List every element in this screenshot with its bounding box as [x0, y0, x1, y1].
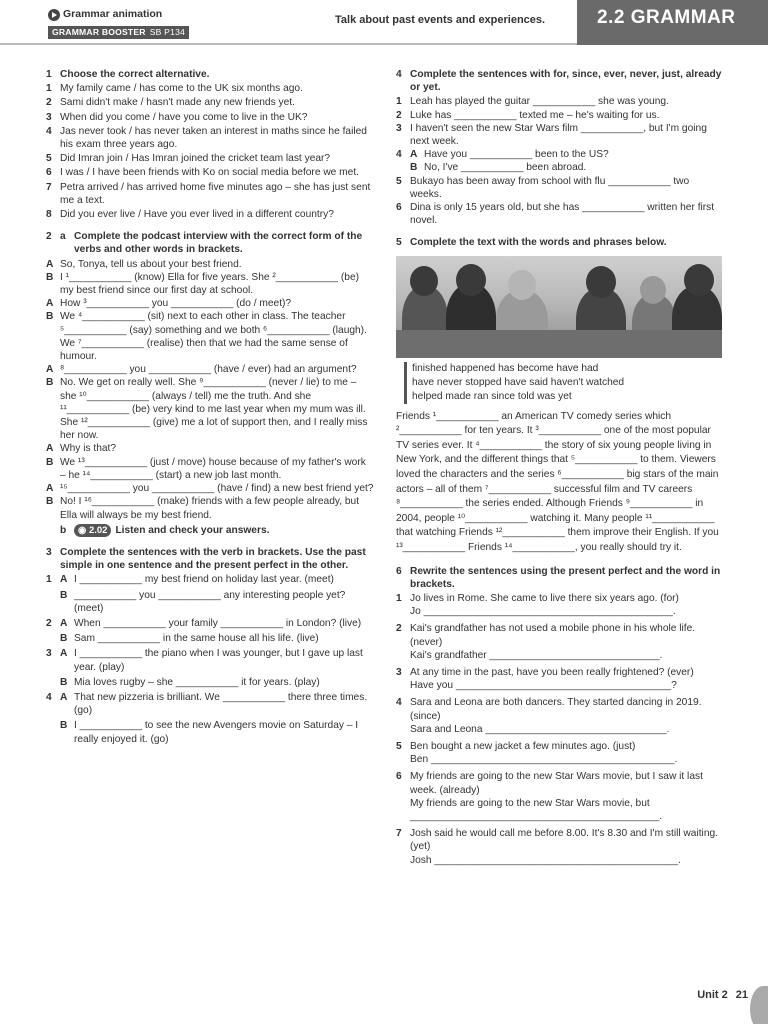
item-text[interactable]: ___________ you ___________ any interesting people yet? (meet)	[74, 589, 346, 614]
item-text[interactable]: I ___________ the piano when I was younger, but I gave up last year. (play)	[74, 648, 363, 673]
item-number	[46, 589, 60, 615]
exercise-instruction: Complete the podcast interview with the correct form of the verbs and other words in brackets.	[74, 231, 363, 256]
item-number: 5	[396, 741, 402, 753]
item-text[interactable]: Petra arrived / has arrived home five minutes ago – she has just sent me a text.	[60, 181, 371, 206]
dialogue-line	[46, 271, 374, 297]
dialogue-text[interactable]: ⁸___________ you ___________ (have / ever) had an argument?	[60, 364, 357, 376]
podcast-dialogue	[46, 258, 374, 522]
item-number: 7	[396, 828, 402, 840]
item-number: 6	[396, 202, 402, 214]
section-title: 2.2 GRAMMAR	[577, 0, 768, 45]
dialogue-line	[46, 456, 374, 482]
exercise-number: 6	[396, 565, 402, 577]
exercise-item	[46, 166, 374, 179]
exercise-item	[396, 740, 722, 766]
item-body	[410, 666, 722, 692]
item-number: 4	[396, 149, 402, 161]
answer-line[interactable]: My friends are going to the new Star Wars movie, but ____________________________________________.	[410, 797, 663, 823]
dialogue-text[interactable]: How ³___________ you ___________ (do / meet)?	[60, 298, 292, 310]
item-body	[410, 622, 722, 662]
exercise-item	[396, 666, 722, 692]
item-text[interactable]: Dina is only 15 years old, but she has ___________ written her first novel.	[410, 202, 715, 227]
exercise-item	[396, 770, 722, 823]
photo-head	[410, 266, 438, 296]
exercise-number: 5	[396, 237, 402, 249]
exercise-item	[46, 573, 374, 586]
exercise-item	[396, 122, 722, 148]
answer-line[interactable]: Sara and Leona ________________________________.	[410, 723, 670, 735]
audio-track-number: 2.02	[88, 524, 108, 536]
item-body	[410, 827, 722, 867]
speaker-label: B	[46, 377, 54, 389]
header-left	[48, 8, 189, 39]
play-icon	[48, 9, 60, 21]
item-number	[46, 632, 60, 645]
exercise-item	[46, 125, 374, 151]
exercise-instruction: Complete the sentences with the verb in brackets. Use the past simple in one sentence and the present perfect in the other.	[60, 546, 366, 572]
exercise-2b	[46, 524, 374, 537]
photo-head	[640, 276, 666, 304]
exercise-number: 3	[46, 546, 52, 558]
item-text[interactable]: When ___________ your family ___________ in London? (live)	[74, 617, 362, 629]
speaker-label: B	[410, 162, 418, 174]
exercise-item	[396, 148, 722, 161]
item-text[interactable]: When did you come / have you come to live in the UK?	[60, 111, 308, 123]
page-number: 21	[735, 988, 748, 1001]
page-header	[0, 0, 768, 45]
item-number: 8	[46, 209, 52, 221]
grammar-animation-label: Grammar animation	[63, 8, 163, 21]
item-text[interactable]: Sami didn't make / hasn't made any new friends yet.	[60, 97, 295, 109]
dialogue-text[interactable]: ¹⁵___________ you ___________ (have / find) a new best friend yet?	[60, 483, 374, 495]
answer-line[interactable]: Kai's grandfather ______________________________.	[410, 649, 663, 661]
grammar-animation-link[interactable]	[48, 8, 189, 22]
photo-head	[508, 270, 536, 300]
exercise-instruction: Complete the sentences with for, since, ever, never, just, already or yet.	[410, 69, 722, 94]
exercise-3-heading	[46, 546, 374, 572]
speaker-label: A	[46, 364, 54, 376]
speaker-label: A	[60, 617, 68, 629]
dialogue-line	[46, 495, 374, 521]
item-prompt: Sara and Leona are both dancers. They started dancing in 2019. (since)	[410, 697, 702, 722]
item-number: 6	[396, 771, 402, 783]
exercise-item	[46, 691, 374, 717]
word-box-row: have never stopped have said haven't watched	[412, 376, 625, 388]
item-text[interactable]: Sam ___________ in the same house all his life. (live)	[74, 633, 319, 645]
item-number: 2	[396, 109, 402, 121]
item-text[interactable]: My family came / has come to the UK six months ago.	[60, 83, 303, 95]
exercise-item	[396, 109, 722, 122]
item-number: 3	[396, 667, 402, 678]
dialogue-text[interactable]: We ¹³___________ (just / move) house because of my father's work – he ¹⁴___________ (start) a new job last month.	[60, 456, 366, 481]
item-text[interactable]: Did Imran join / Has Imran joined the cricket team last year?	[60, 153, 331, 165]
item-number: 1	[396, 96, 402, 108]
item-text[interactable]: Did you ever live / Have you ever lived in a different country?	[60, 209, 334, 221]
unit-label: Unit 2	[697, 988, 728, 1001]
speaker-label: A	[60, 691, 68, 703]
speaker-label: A	[46, 483, 54, 495]
exercise-6-items	[396, 592, 722, 867]
item-number	[46, 719, 60, 745]
friends-cast-photo	[396, 256, 722, 358]
item-text[interactable]: Jas never took / has never taken an interest in maths since he failed his exam three years ago.	[60, 125, 367, 151]
exercise-item	[396, 161, 722, 174]
speaker-label: A	[410, 149, 418, 161]
exercise-item	[396, 175, 722, 201]
word-box-row: finished happened has become have had	[412, 362, 599, 374]
item-text[interactable]: I ___________ to see the new Avengers movie on Saturday – I really enjoyed it. (go)	[74, 720, 359, 745]
exercise-number: 2	[46, 231, 52, 243]
booster-ref: SB P134	[149, 27, 186, 37]
speaker-label: B	[46, 496, 54, 508]
exercise-number: 1	[46, 69, 52, 80]
exercise-item	[396, 592, 722, 618]
item-prompt: Josh said he would call me before 8.00. It's 8.30 and I'm still waiting. (yet)	[410, 828, 718, 853]
speaker-label: A	[60, 574, 68, 586]
item-body	[410, 592, 722, 618]
exercise-4-items	[396, 95, 722, 227]
answer-line[interactable]: Josh ___________________________________________.	[410, 854, 681, 866]
item-text[interactable]: Mia loves rugby – she ___________ it for years. (play)	[74, 676, 320, 688]
item-text[interactable]: That new pizzeria is brilliant. We ___________ there three times. (go)	[74, 691, 368, 717]
speaker-label: A	[46, 298, 54, 310]
exercise-sub-letter: a	[60, 231, 66, 243]
exercise-2-heading	[46, 230, 374, 256]
item-prompt: Kai's grandfather has not used a mobile phone in his whole life. (never)	[410, 623, 696, 648]
exercise-sub-letter: b	[60, 524, 67, 536]
item-text[interactable]: I was / I have been friends with Ko on social media before we met.	[60, 167, 359, 179]
photo-head	[456, 264, 486, 296]
speaker-label: B	[60, 676, 68, 688]
exercise-item	[46, 111, 374, 124]
page-footer	[697, 989, 748, 1002]
dialogue-text[interactable]: I ¹___________ (know) Ella for five years. She ²___________ (be) my best friend since our first day at school.	[60, 271, 360, 297]
speaker-label: A	[46, 443, 54, 455]
exercise-item	[46, 181, 374, 207]
exercise-1-items	[46, 82, 374, 221]
item-prompt: At any time in the past, have you been really frightened? (ever)	[410, 667, 694, 678]
item-body	[410, 740, 722, 766]
speaker-label: A	[60, 648, 68, 660]
item-prompt: Jo lives in Rome. She came to live there six years ago. (for)	[410, 592, 679, 604]
exercise-1-heading	[46, 68, 374, 81]
speaker-label: B	[46, 311, 54, 323]
item-number: 5	[46, 153, 52, 165]
exercise-item	[46, 208, 374, 221]
header-divider	[0, 43, 577, 45]
exercise-item	[396, 201, 722, 227]
dialogue-line	[46, 363, 374, 376]
exercise-item	[46, 632, 374, 645]
item-text[interactable]: Leah has played the guitar ___________ she was young.	[410, 96, 669, 108]
booster-label: GRAMMAR BOOSTER	[52, 27, 146, 37]
item-prompt: My friends are going to the new Star Wars movie, but I saw it last week. (already)	[410, 771, 703, 796]
item-text[interactable]: I haven't seen the new Star Wars film ___________, but I'm going next week.	[410, 122, 707, 148]
exercise-3-items	[46, 573, 374, 745]
item-number: 1	[46, 83, 52, 95]
dialogue-line	[46, 310, 374, 363]
exercise-item	[396, 696, 722, 736]
exercise-5-heading	[396, 236, 722, 249]
friends-text: Friends ¹___________ an American TV comedy series which ²___________ for ten years. It ³___________ one of the most popular TV series ever. It ⁴___________ the story of six young people living in New York, and the different things that ⁵___________ to them. Viewers loved the characters and the series ⁶___________ big stars of the main actors – all of them ⁷___________ successful film and TV careers ⁸___________ the series ended. Although Friends ⁹___________ in 2004, people ¹⁰___________ watching it. Many people ¹¹___________ that watching Friends ¹²___________ them improve their English. If you ¹³___________ Friends ¹⁴___________, you really should try it.	[396, 410, 719, 553]
speaker-label: B	[46, 456, 54, 468]
item-number: 2	[46, 617, 52, 629]
item-number: 7	[46, 181, 52, 193]
item-number: 1	[396, 592, 402, 604]
left-column	[46, 68, 374, 748]
item-number	[46, 676, 60, 689]
dialogue-text[interactable]: No. We get on really well. She ⁹___________ (never / lie) to me – she ¹⁰___________ (always / tell) me the truth. And she ¹¹___________ (be) very kind to me last year when my mum was ill. She ¹²___________ (give) me a lot of support then, and I really miss her now.	[60, 377, 368, 442]
item-number: 5	[396, 175, 402, 187]
exercise-item	[46, 647, 374, 673]
speaker-label: B	[46, 271, 54, 283]
dialogue-line	[46, 482, 374, 495]
exercise-6-heading	[396, 565, 722, 591]
exercise-2b-instruction: Listen and check your answers.	[115, 524, 270, 536]
item-number: 4	[46, 691, 52, 703]
speaker-label: B	[60, 720, 68, 732]
exercise-item	[46, 152, 374, 165]
dialogue-line	[46, 258, 374, 271]
item-number: 2	[396, 623, 402, 635]
exercise-item	[46, 82, 374, 95]
photo-table	[396, 330, 722, 358]
exercise-instruction: Choose the correct alternative.	[60, 69, 210, 80]
item-number: 1	[46, 574, 52, 586]
item-number: 3	[46, 648, 52, 660]
item-text[interactable]: Bukayo has been away from school with flu ___________ two weeks.	[410, 175, 690, 200]
photo-head	[684, 264, 714, 296]
speaker-label: B	[60, 589, 68, 601]
item-body	[410, 696, 722, 736]
item-number: 4	[46, 125, 52, 137]
exercise-item	[46, 719, 374, 745]
item-text[interactable]: No, I've ___________ been abroad.	[424, 162, 587, 174]
dialogue-text[interactable]: So, Tonya, tell us about your best friend.	[60, 258, 242, 270]
item-number: 3	[396, 122, 402, 134]
audio-track-button[interactable]: ◉ 2.02	[74, 524, 111, 537]
item-body	[410, 770, 722, 823]
dialogue-line	[46, 442, 374, 455]
exercise-number: 4	[396, 69, 402, 80]
exercise-item	[46, 676, 374, 689]
dialogue-text[interactable]: Why is that?	[60, 443, 117, 455]
item-number: 2	[46, 97, 52, 109]
item-text[interactable]: I ___________ my best friend on holiday last year. (meet)	[74, 574, 334, 586]
dialogue-text[interactable]: We ⁴___________ (sit) next to each other in class. The teacher ⁵___________ (say) something and we both ⁶___________ (laugh). We ⁷___________ (realise) then that we had the same sense of humour.	[60, 311, 367, 363]
photo-head	[586, 266, 616, 298]
item-text[interactable]: Luke has ___________ texted me – he's waiting for us.	[410, 109, 660, 121]
page-corner-tab	[750, 986, 768, 1024]
item-prompt: Ben bought a new jacket a few minutes ago. (just)	[410, 741, 636, 753]
exercise-instruction: Complete the text with the words and phrases below.	[410, 237, 667, 249]
item-number: 4	[396, 697, 402, 709]
exercise-item	[396, 622, 722, 662]
dialogue-text[interactable]: No! I ¹⁶___________ (make) friends with a few people already, but Ella will always be my best friend.	[60, 496, 360, 521]
item-number	[396, 161, 410, 174]
exercise-item	[396, 827, 722, 867]
grammar-booster-badge	[48, 26, 189, 39]
word-box-row: helped made ran since told was yet	[412, 390, 572, 402]
word-box	[404, 362, 722, 404]
item-number: 3	[46, 111, 52, 123]
dialogue-line	[46, 297, 374, 310]
exercise-instruction: Rewrite the sentences using the present perfect and the word in brackets.	[410, 565, 721, 590]
item-text[interactable]: Have you ___________ been to the US?	[424, 149, 609, 161]
item-number: 6	[46, 167, 52, 179]
answer-line[interactable]: Have you ______________________________________?	[410, 680, 677, 692]
exercise-4-heading	[396, 68, 722, 94]
right-column	[396, 68, 722, 871]
speaker-label: A	[46, 258, 54, 270]
exercise-item	[46, 617, 374, 630]
exercise-item	[46, 589, 374, 615]
speaker-label: B	[60, 633, 68, 645]
exercise-item	[46, 96, 374, 109]
answer-line[interactable]: Jo ____________________________________________.	[410, 606, 676, 618]
dialogue-line	[46, 376, 374, 442]
lesson-topic: Talk about past events and experiences.	[335, 14, 546, 26]
exercise-item	[396, 95, 722, 108]
answer-line[interactable]: Ben ___________________________________________.	[410, 754, 678, 766]
